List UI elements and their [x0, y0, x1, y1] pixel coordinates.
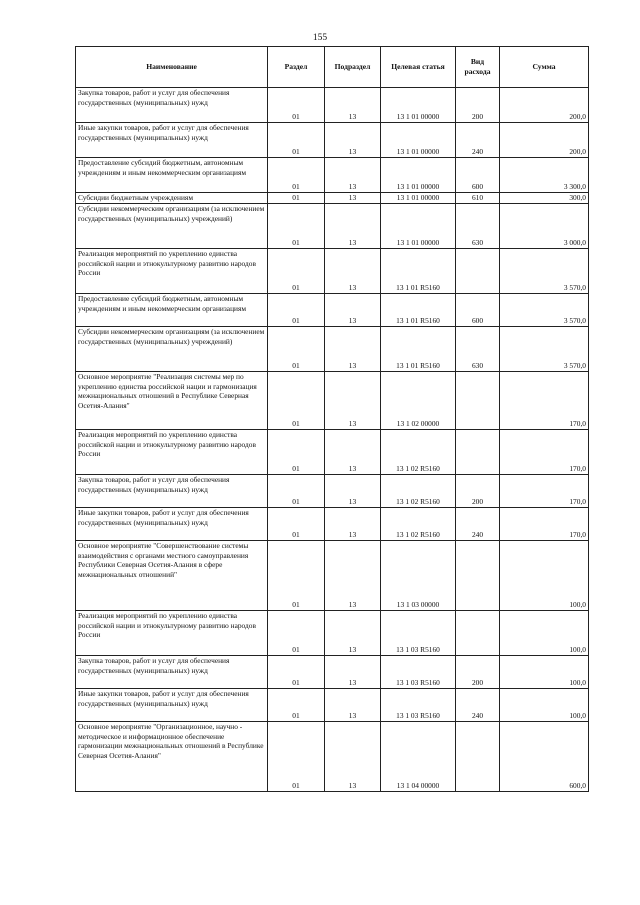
row-amount: 3 570,0 — [500, 327, 589, 372]
row-subsection: 13 — [325, 541, 381, 611]
row-amount: 170,0 — [500, 372, 589, 430]
row-name: Субсидии бюджетным учреждениям — [76, 193, 268, 204]
row-expense-type: 200 — [456, 475, 500, 508]
row-target-article: 13 1 03 R5160 — [381, 611, 456, 656]
row-subsection: 13 — [325, 508, 381, 541]
row-section: 01 — [268, 88, 325, 123]
row-expense-type: 630 — [456, 204, 500, 249]
table-row — [76, 430, 589, 475]
table-row — [76, 193, 589, 204]
row-name: Иные закупки товаров, работ и услуг для обеспечения государственных (муниципальных) нужд — [76, 123, 268, 158]
row-name: Закупка товаров, работ и услуг для обеспечения государственных (муниципальных) нужд — [76, 475, 268, 508]
row-amount: 300,0 — [500, 193, 589, 204]
row-section: 01 — [268, 475, 325, 508]
row-amount: 100,0 — [500, 689, 589, 722]
row-section: 01 — [268, 541, 325, 611]
row-name: Субсидии некоммерческим организациям (за исключением государственных (муниципальных) учреждений) — [76, 204, 268, 249]
row-subsection: 13 — [325, 88, 381, 123]
row-expense-type: 200 — [456, 656, 500, 689]
row-subsection: 13 — [325, 722, 381, 792]
row-subsection: 13 — [325, 372, 381, 430]
row-name: Реализация мероприятий по укреплению единства российской нации и этнокультурному развитию народов России — [76, 249, 268, 294]
row-target-article: 13 1 03 00000 — [381, 541, 456, 611]
row-subsection: 13 — [325, 158, 381, 193]
row-expense-type: 200 — [456, 88, 500, 123]
row-target-article: 13 1 03 R5160 — [381, 656, 456, 689]
header-amount: Сумма — [500, 47, 589, 88]
row-name: Предоставление субсидий бюджетным, автономным учреждениям и иным некоммерческим организациям — [76, 294, 268, 327]
header-subsection: Подраздел — [325, 47, 381, 88]
table-row — [76, 372, 589, 430]
row-amount: 3 000,0 — [500, 204, 589, 249]
row-amount: 100,0 — [500, 611, 589, 656]
row-expense-type — [456, 372, 500, 430]
row-section: 01 — [268, 123, 325, 158]
header-expense-type: Вид расхода — [456, 47, 500, 88]
row-subsection: 13 — [325, 294, 381, 327]
row-expense-type — [456, 249, 500, 294]
row-section: 01 — [268, 204, 325, 249]
table-row — [76, 294, 589, 327]
row-section: 01 — [268, 193, 325, 204]
row-amount: 170,0 — [500, 508, 589, 541]
row-section: 01 — [268, 294, 325, 327]
row-amount: 3 570,0 — [500, 249, 589, 294]
row-name: Предоставление субсидий бюджетным, автономным учреждениям и иным некоммерческим организациям — [76, 158, 268, 193]
row-expense-type: 600 — [456, 158, 500, 193]
row-name: Иные закупки товаров, работ и услуг для обеспечения государственных (муниципальных) нужд — [76, 508, 268, 541]
row-name: Закупка товаров, работ и услуг для обеспечения государственных (муниципальных) нужд — [76, 656, 268, 689]
row-subsection: 13 — [325, 193, 381, 204]
row-subsection: 13 — [325, 249, 381, 294]
row-name: Реализация мероприятий по укреплению единства российской нации и этнокультурному развитию народов России — [76, 611, 268, 656]
row-expense-type — [456, 430, 500, 475]
table-row — [76, 249, 589, 294]
table-row — [76, 611, 589, 656]
row-target-article: 13 1 01 R5160 — [381, 327, 456, 372]
row-amount: 3 570,0 — [500, 294, 589, 327]
table-row — [76, 541, 589, 611]
header-section: Раздел — [268, 47, 325, 88]
row-expense-type: 240 — [456, 508, 500, 541]
row-amount: 170,0 — [500, 475, 589, 508]
row-expense-type — [456, 541, 500, 611]
row-target-article: 13 1 01 R5160 — [381, 294, 456, 327]
row-expense-type: 610 — [456, 193, 500, 204]
row-name: Основное мероприятие "Реализация системы мер по укреплению единства российской нации и гармонизация межнациональных отношений в Республике Северная Осетия-Алания" — [76, 372, 268, 430]
table-row — [76, 689, 589, 722]
row-section: 01 — [268, 158, 325, 193]
row-target-article: 13 1 02 R5160 — [381, 430, 456, 475]
row-subsection: 13 — [325, 430, 381, 475]
row-target-article: 13 1 01 00000 — [381, 158, 456, 193]
row-section: 01 — [268, 327, 325, 372]
row-amount: 100,0 — [500, 656, 589, 689]
row-subsection: 13 — [325, 656, 381, 689]
table-row — [76, 656, 589, 689]
budget-table — [75, 46, 589, 792]
row-section: 01 — [268, 722, 325, 792]
row-name: Основное мероприятие "Совершенствование системы взаимодействия с органами местного самоуправления Республики Северная Осетия-Алания в сфере межнациональных отношений" — [76, 541, 268, 611]
row-name: Субсидии некоммерческим организациям (за исключением государственных (муниципальных) учреждений) — [76, 327, 268, 372]
row-target-article: 13 1 04 00000 — [381, 722, 456, 792]
row-section: 01 — [268, 372, 325, 430]
row-expense-type: 240 — [456, 689, 500, 722]
row-target-article: 13 1 02 R5160 — [381, 475, 456, 508]
table-row — [76, 508, 589, 541]
row-expense-type — [456, 722, 500, 792]
row-amount: 200,0 — [500, 88, 589, 123]
row-subsection: 13 — [325, 204, 381, 249]
row-amount: 170,0 — [500, 430, 589, 475]
row-target-article: 13 1 03 R5160 — [381, 689, 456, 722]
row-expense-type: 630 — [456, 327, 500, 372]
header-target-article: Целевая статья — [381, 47, 456, 88]
row-target-article: 13 1 02 R5160 — [381, 508, 456, 541]
row-target-article: 13 1 01 R5160 — [381, 249, 456, 294]
row-expense-type: 600 — [456, 294, 500, 327]
table-row — [76, 722, 589, 792]
row-name: Реализация мероприятий по укреплению единства российской нации и этнокультурному развитию народов России — [76, 430, 268, 475]
row-section: 01 — [268, 249, 325, 294]
row-expense-type: 240 — [456, 123, 500, 158]
row-subsection: 13 — [325, 327, 381, 372]
row-section: 01 — [268, 656, 325, 689]
row-subsection: 13 — [325, 611, 381, 656]
row-target-article: 13 1 01 00000 — [381, 193, 456, 204]
row-subsection: 13 — [325, 123, 381, 158]
row-name: Иные закупки товаров, работ и услуг для обеспечения государственных (муниципальных) нужд — [76, 689, 268, 722]
page-number: 155 — [312, 33, 328, 43]
row-amount: 100,0 — [500, 541, 589, 611]
table-row — [76, 123, 589, 158]
row-target-article: 13 1 01 00000 — [381, 88, 456, 123]
row-name: Закупка товаров, работ и услуг для обеспечения государственных (муниципальных) нужд — [76, 88, 268, 123]
table-row — [76, 158, 589, 193]
row-section: 01 — [268, 611, 325, 656]
table-row — [76, 88, 589, 123]
row-target-article: 13 1 01 00000 — [381, 204, 456, 249]
table-row — [76, 204, 589, 249]
row-section: 01 — [268, 508, 325, 541]
row-subsection: 13 — [325, 475, 381, 508]
row-amount: 200,0 — [500, 123, 589, 158]
header-name: Наименование — [76, 47, 268, 88]
row-section: 01 — [268, 430, 325, 475]
table-row — [76, 475, 589, 508]
table-header-row — [76, 47, 589, 88]
row-name: Основное мероприятие "Организационное, научно - методическое и информационное обеспечение гармонизации межнациональных отношений в Республике Северная Осетия-Алания" — [76, 722, 268, 792]
row-amount: 600,0 — [500, 722, 589, 792]
row-section: 01 — [268, 689, 325, 722]
row-amount: 3 300,0 — [500, 158, 589, 193]
table-row — [76, 327, 589, 372]
row-subsection: 13 — [325, 689, 381, 722]
table-body — [76, 88, 589, 792]
row-expense-type — [456, 611, 500, 656]
row-target-article: 13 1 02 00000 — [381, 372, 456, 430]
row-target-article: 13 1 01 00000 — [381, 123, 456, 158]
